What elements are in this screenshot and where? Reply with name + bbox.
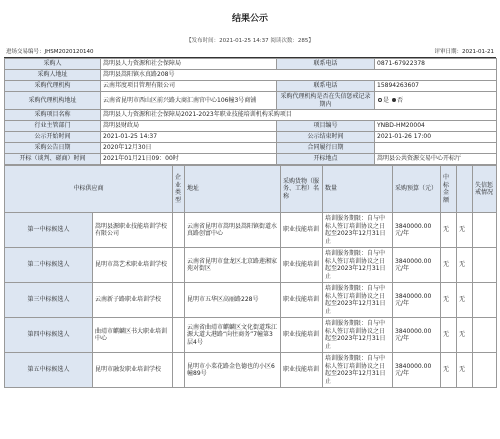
col-name (457, 166, 473, 213)
label: 采购人地址 (5, 70, 101, 81)
value: 2021-01-26 17:00 (375, 132, 497, 143)
info-row (5, 70, 497, 81)
info-row (5, 121, 497, 132)
info-row (5, 132, 497, 143)
col-bid: 中标金额 (441, 166, 457, 213)
col-extra: 失信惩戒情况 (473, 166, 497, 213)
blank-cell (473, 248, 497, 283)
value: 0871-67922378 (375, 59, 497, 70)
address-cell: 云南省昆明市盘龙区北京路莲湘家苑对街区 (185, 248, 281, 283)
extra-cell: 无 (457, 353, 473, 388)
name-cell: 昆明市融发职业培训学校 (93, 353, 173, 388)
info-row (5, 143, 497, 154)
label: 联系电话 (277, 59, 375, 70)
extra-cell: 无 (457, 213, 473, 248)
extra-cell: 无 (457, 248, 473, 283)
label: 采购人 (5, 59, 101, 70)
label: 联系电话 (277, 81, 375, 92)
table-row (5, 248, 497, 283)
label: 开标地点 (277, 154, 375, 165)
price-cell: 3840000.00元/年 (393, 353, 441, 388)
info-row (5, 154, 497, 165)
name-cell: 云南新子路职业培训学校 (93, 283, 173, 318)
qty-cell: 培训服务期限：自与中标人签订培训协议之日起至2023年12月31日止 (323, 213, 393, 248)
qty-cell: 培训服务期限：自与中标人签订培训协议之日起至2023年12月31日止 (323, 283, 393, 318)
info-row (5, 92, 497, 110)
label: 采购公告日期 (5, 143, 101, 154)
value: 2020年12月30日 (101, 143, 277, 154)
goods-cell: 职业技能培训 (281, 213, 323, 248)
name-cell: 昆明市嵩艺术职业培训学校 (93, 248, 173, 283)
goods-cell: 职业技能培训 (281, 248, 323, 283)
label: 采购代理机构地址 (5, 92, 101, 110)
label: 开标（谈判、磋商）时间 (5, 154, 101, 165)
info-row (5, 81, 497, 92)
info-table (4, 58, 497, 165)
address-cell: 昆明市小菜花路金色德也的小区6幢89号 (185, 353, 281, 388)
transaction-number: 进场交易编号：JHSM2020120140 (6, 49, 94, 56)
extra-cell: 无 (457, 283, 473, 318)
value: 嵩明县人力资源和社会保障局2021-2023年职业技能培训机构采购项目 (101, 110, 497, 121)
value: 云南省昆明市西山区前兴路大商汇南官中心106幢3号商铺 (101, 92, 277, 110)
bid-cell: 无 (441, 213, 457, 248)
col-price: 采购预算（元） (393, 166, 441, 213)
table-row (5, 318, 497, 353)
type-cell (173, 213, 185, 248)
address-cell: 昆明市五华区高丽路228号 (185, 283, 281, 318)
bid-cell: 无 (441, 353, 457, 388)
rank-cell: 第三中标候选人 (5, 283, 93, 318)
winners-header-row (5, 166, 497, 213)
radio-no[interactable] (378, 98, 382, 102)
label: 公示开始时间 (5, 132, 101, 143)
price-cell: 3840000.00元/年 (393, 213, 441, 248)
value: 嵩明县嵩阳镇水真路208号 (101, 70, 497, 81)
review-date: 评审日期：2021-01-21 (434, 49, 494, 56)
address-cell: 云南省曲靖市麒麟区文化街道珠江源大道大港路“向往商务”7幢第3层4号 (185, 318, 281, 353)
col-address: 地址 (185, 166, 281, 213)
table-row (5, 353, 497, 388)
bid-cell: 无 (441, 318, 457, 353)
table-row (5, 213, 497, 248)
rank-cell: 第四中标候选人 (5, 318, 93, 353)
bid-cell: 无 (441, 283, 457, 318)
type-cell (173, 353, 185, 388)
goods-cell: 职业技能培训 (281, 283, 323, 318)
blank-cell (473, 213, 497, 248)
rank-cell: 第五中标候选人 (5, 353, 93, 388)
rank-cell: 第一中标候选人 (5, 213, 93, 248)
rank-cell: 第二中标候选人 (5, 248, 93, 283)
type-cell (173, 283, 185, 318)
value (375, 143, 497, 154)
goods-cell: 职业技能培训 (281, 318, 323, 353)
address-cell: 云南省昆明市嵩明县嵩阳镇街道水真路创富中心 (185, 213, 281, 248)
blank-cell (473, 318, 497, 353)
col-type: 企业类型 (173, 166, 185, 213)
price-cell: 3840000.00元/年 (393, 318, 441, 353)
table-row (5, 283, 497, 318)
extra-cell: 无 (457, 318, 473, 353)
goods-cell: 职业技能培训 (281, 353, 323, 388)
page-title: 结果公示 (231, 14, 268, 24)
value: 15894263607 (375, 81, 497, 92)
value: 2021年01月21日09：00时 (101, 154, 277, 165)
label: 公示结束时间 (277, 132, 375, 143)
label: 采购代理机构是否在失信惩戒记录期内 (277, 92, 375, 110)
blank-cell (473, 353, 497, 388)
value: 嵩明县人力资源和社会保障局 (101, 59, 277, 70)
bid-cell: 无 (441, 248, 457, 283)
publish-meta: 【发布时间：2021-01-25 14:37 阅读次数：285】 (186, 38, 314, 44)
info-row (5, 59, 497, 70)
qty-cell: 培训服务期限：自与中标人签订培训协议之日起至2023年12月31日止 (323, 318, 393, 353)
record-radio-group: 是 否 (375, 92, 497, 110)
col-goods: 采购货物（服务、工程）名称 (281, 166, 323, 213)
radio-yes[interactable] (392, 98, 396, 102)
value: 云南邦度项目管理有限公司 (101, 81, 277, 92)
type-cell (173, 318, 185, 353)
value: 2021-01-25 14:37 (101, 132, 277, 143)
col-rank: 中标供应商 (5, 166, 173, 213)
label: 项目编号 (277, 121, 375, 132)
qty-cell: 培训服务期限：自与中标人签订培训协议之日起至2023年12月31日止 (323, 248, 393, 283)
info-row (5, 110, 497, 121)
label: 行业主管部门 (5, 121, 101, 132)
header-row (4, 46, 496, 56)
label: 合同履行日期 (277, 143, 375, 154)
price-cell: 3840000.00元/年 (393, 283, 441, 318)
blank-cell (473, 283, 497, 318)
value: 嵩明县公共资源交易中心开标厅 (375, 154, 497, 165)
price-cell: 3840000.00元/年 (393, 248, 441, 283)
name-cell: 曲靖市麒麟区书大职业培训中心 (93, 318, 173, 353)
label: 采购项目名称 (5, 110, 101, 121)
qty-cell: 培训服务期限：自与中标人签订培训协议之日起至2023年12月31日止 (323, 353, 393, 388)
name-cell: 嵩明县源职业技能培训学校有限公司 (93, 213, 173, 248)
value: 嵩明县财政局 (101, 121, 277, 132)
value: YNBD-HM20004 (375, 121, 497, 132)
col-qty: 数量 (323, 166, 393, 213)
label: 采购代理机构 (5, 81, 101, 92)
type-cell (173, 248, 185, 283)
winners-table (4, 165, 497, 388)
